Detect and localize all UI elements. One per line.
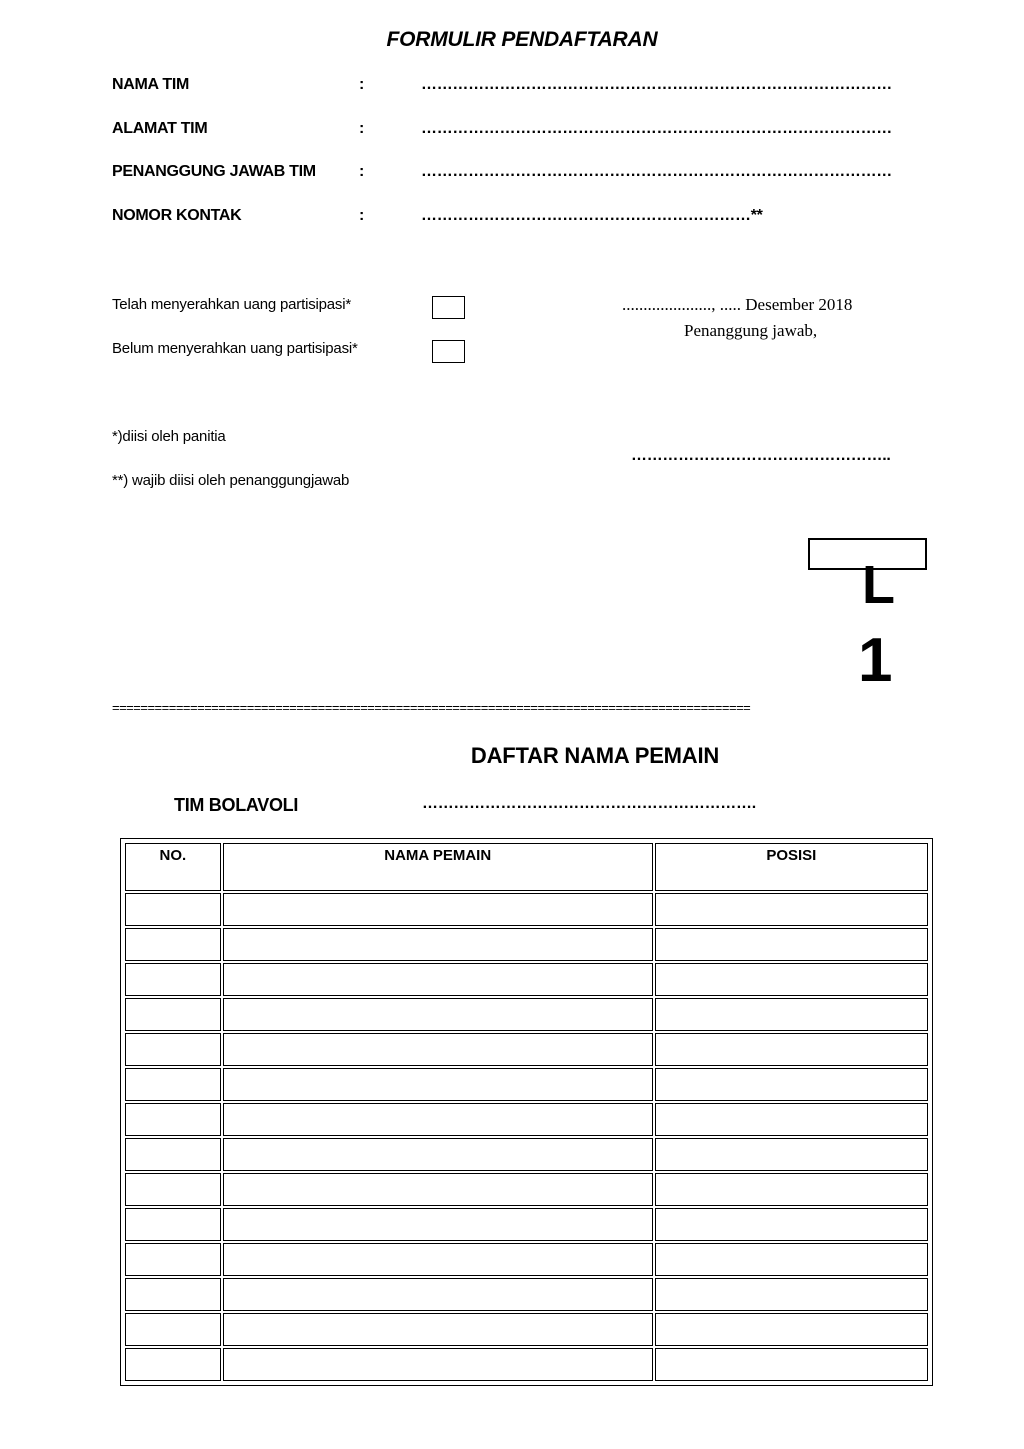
field-colon: : <box>359 207 365 224</box>
cell-position[interactable] <box>655 1278 928 1311</box>
table-row <box>125 1033 928 1066</box>
team-label: TIM BOLAVOLI <box>174 795 299 815</box>
cell-no[interactable] <box>125 1173 221 1206</box>
field-blank-line[interactable]: ……………………………………………………………………………… <box>421 76 893 93</box>
cell-no[interactable] <box>125 1313 221 1346</box>
cell-no[interactable] <box>125 1243 221 1276</box>
cell-no[interactable] <box>125 1278 221 1311</box>
table-row <box>125 1068 928 1101</box>
cell-no[interactable] <box>125 1208 221 1241</box>
table-row <box>125 1208 928 1241</box>
table-row <box>125 1278 928 1311</box>
field-label: ALAMAT TIM <box>112 120 208 137</box>
field-label: PENANGGUNG JAWAB TIM <box>112 163 316 180</box>
field-blank-line[interactable]: ……………………………………………………………………………… <box>421 163 893 180</box>
cell-position[interactable] <box>655 1208 928 1241</box>
cell-no[interactable] <box>125 1033 221 1066</box>
cell-name[interactable] <box>223 1103 653 1136</box>
cell-no[interactable] <box>125 1348 221 1381</box>
cell-name[interactable] <box>223 1313 653 1346</box>
table-header-row <box>125 843 928 891</box>
column-header-position: POSISI <box>655 843 928 891</box>
cell-position[interactable] <box>655 1348 928 1381</box>
cell-name[interactable] <box>223 1173 653 1206</box>
cell-position[interactable] <box>655 1033 928 1066</box>
code-letter: L <box>862 555 895 615</box>
field-label: NOMOR KONTAK <box>112 207 242 224</box>
players-title: DAFTAR NAMA PEMAIN <box>470 743 720 768</box>
cell-name[interactable] <box>223 1348 653 1381</box>
cell-name[interactable] <box>223 998 653 1031</box>
section-separator: ========================================================================================== <box>112 700 751 715</box>
form-title: FORMULIR PENDAFTARAN <box>386 28 658 51</box>
cell-position[interactable] <box>655 1138 928 1171</box>
cell-position[interactable] <box>655 963 928 996</box>
cell-name[interactable] <box>223 1033 653 1066</box>
field-colon: : <box>359 163 365 180</box>
cell-name[interactable] <box>223 1208 653 1241</box>
table-row <box>125 928 928 961</box>
cell-position[interactable] <box>655 1103 928 1136</box>
cell-name[interactable] <box>223 963 653 996</box>
unpaid-label: Belum menyerahkan uang partisipasi* <box>112 340 358 357</box>
note-required: **) wajib diisi oleh penanggungjawab <box>112 472 350 489</box>
cell-name[interactable] <box>223 1243 653 1276</box>
table-row <box>125 1138 928 1171</box>
players-table <box>120 838 933 1386</box>
table-row <box>125 998 928 1031</box>
cell-no[interactable] <box>125 1068 221 1101</box>
cell-no[interactable] <box>125 893 221 926</box>
field-colon: : <box>359 76 365 93</box>
cell-no[interactable] <box>125 928 221 961</box>
team-blank-line[interactable]: ………………………………………………………. <box>422 795 756 812</box>
cell-position[interactable] <box>655 893 928 926</box>
signature-date: ....................., ..... Desember 2018 <box>622 295 853 314</box>
signature-line[interactable]: ………………………………………….. <box>631 447 891 464</box>
cell-no[interactable] <box>125 1103 221 1136</box>
table-row <box>125 1103 928 1136</box>
cell-no[interactable] <box>125 1138 221 1171</box>
cell-name[interactable] <box>223 1068 653 1101</box>
cell-no[interactable] <box>125 963 221 996</box>
cell-name[interactable] <box>223 893 653 926</box>
cell-name[interactable] <box>223 1138 653 1171</box>
column-header-name: NAMA PEMAIN <box>223 843 653 891</box>
table-row <box>125 1348 928 1381</box>
cell-position[interactable] <box>655 1313 928 1346</box>
cell-position[interactable] <box>655 928 928 961</box>
note-committee: *)diisi oleh panitia <box>112 428 226 445</box>
paid-checkbox[interactable] <box>432 296 465 319</box>
cell-position[interactable] <box>655 1068 928 1101</box>
cell-no[interactable] <box>125 998 221 1031</box>
table-row <box>125 1243 928 1276</box>
code-number: 1 <box>858 626 893 695</box>
table-row <box>125 893 928 926</box>
cell-position[interactable] <box>655 1243 928 1276</box>
paid-label: Telah menyerahkan uang partisipasi* <box>112 296 351 313</box>
table-row <box>125 1313 928 1346</box>
field-colon: : <box>359 120 365 137</box>
unpaid-checkbox[interactable] <box>432 340 465 363</box>
table-row <box>125 1173 928 1206</box>
cell-position[interactable] <box>655 1173 928 1206</box>
field-label: NAMA TIM <box>112 76 189 93</box>
column-header-no: NO. <box>125 843 221 891</box>
field-blank-line[interactable]: ………………………………………………………** <box>421 207 763 224</box>
signature-role: Penanggung jawab, <box>684 321 818 340</box>
cell-name[interactable] <box>223 1278 653 1311</box>
cell-position[interactable] <box>655 998 928 1031</box>
cell-name[interactable] <box>223 928 653 961</box>
field-blank-line[interactable]: ……………………………………………………………………………… <box>421 120 893 137</box>
table-row <box>125 963 928 996</box>
